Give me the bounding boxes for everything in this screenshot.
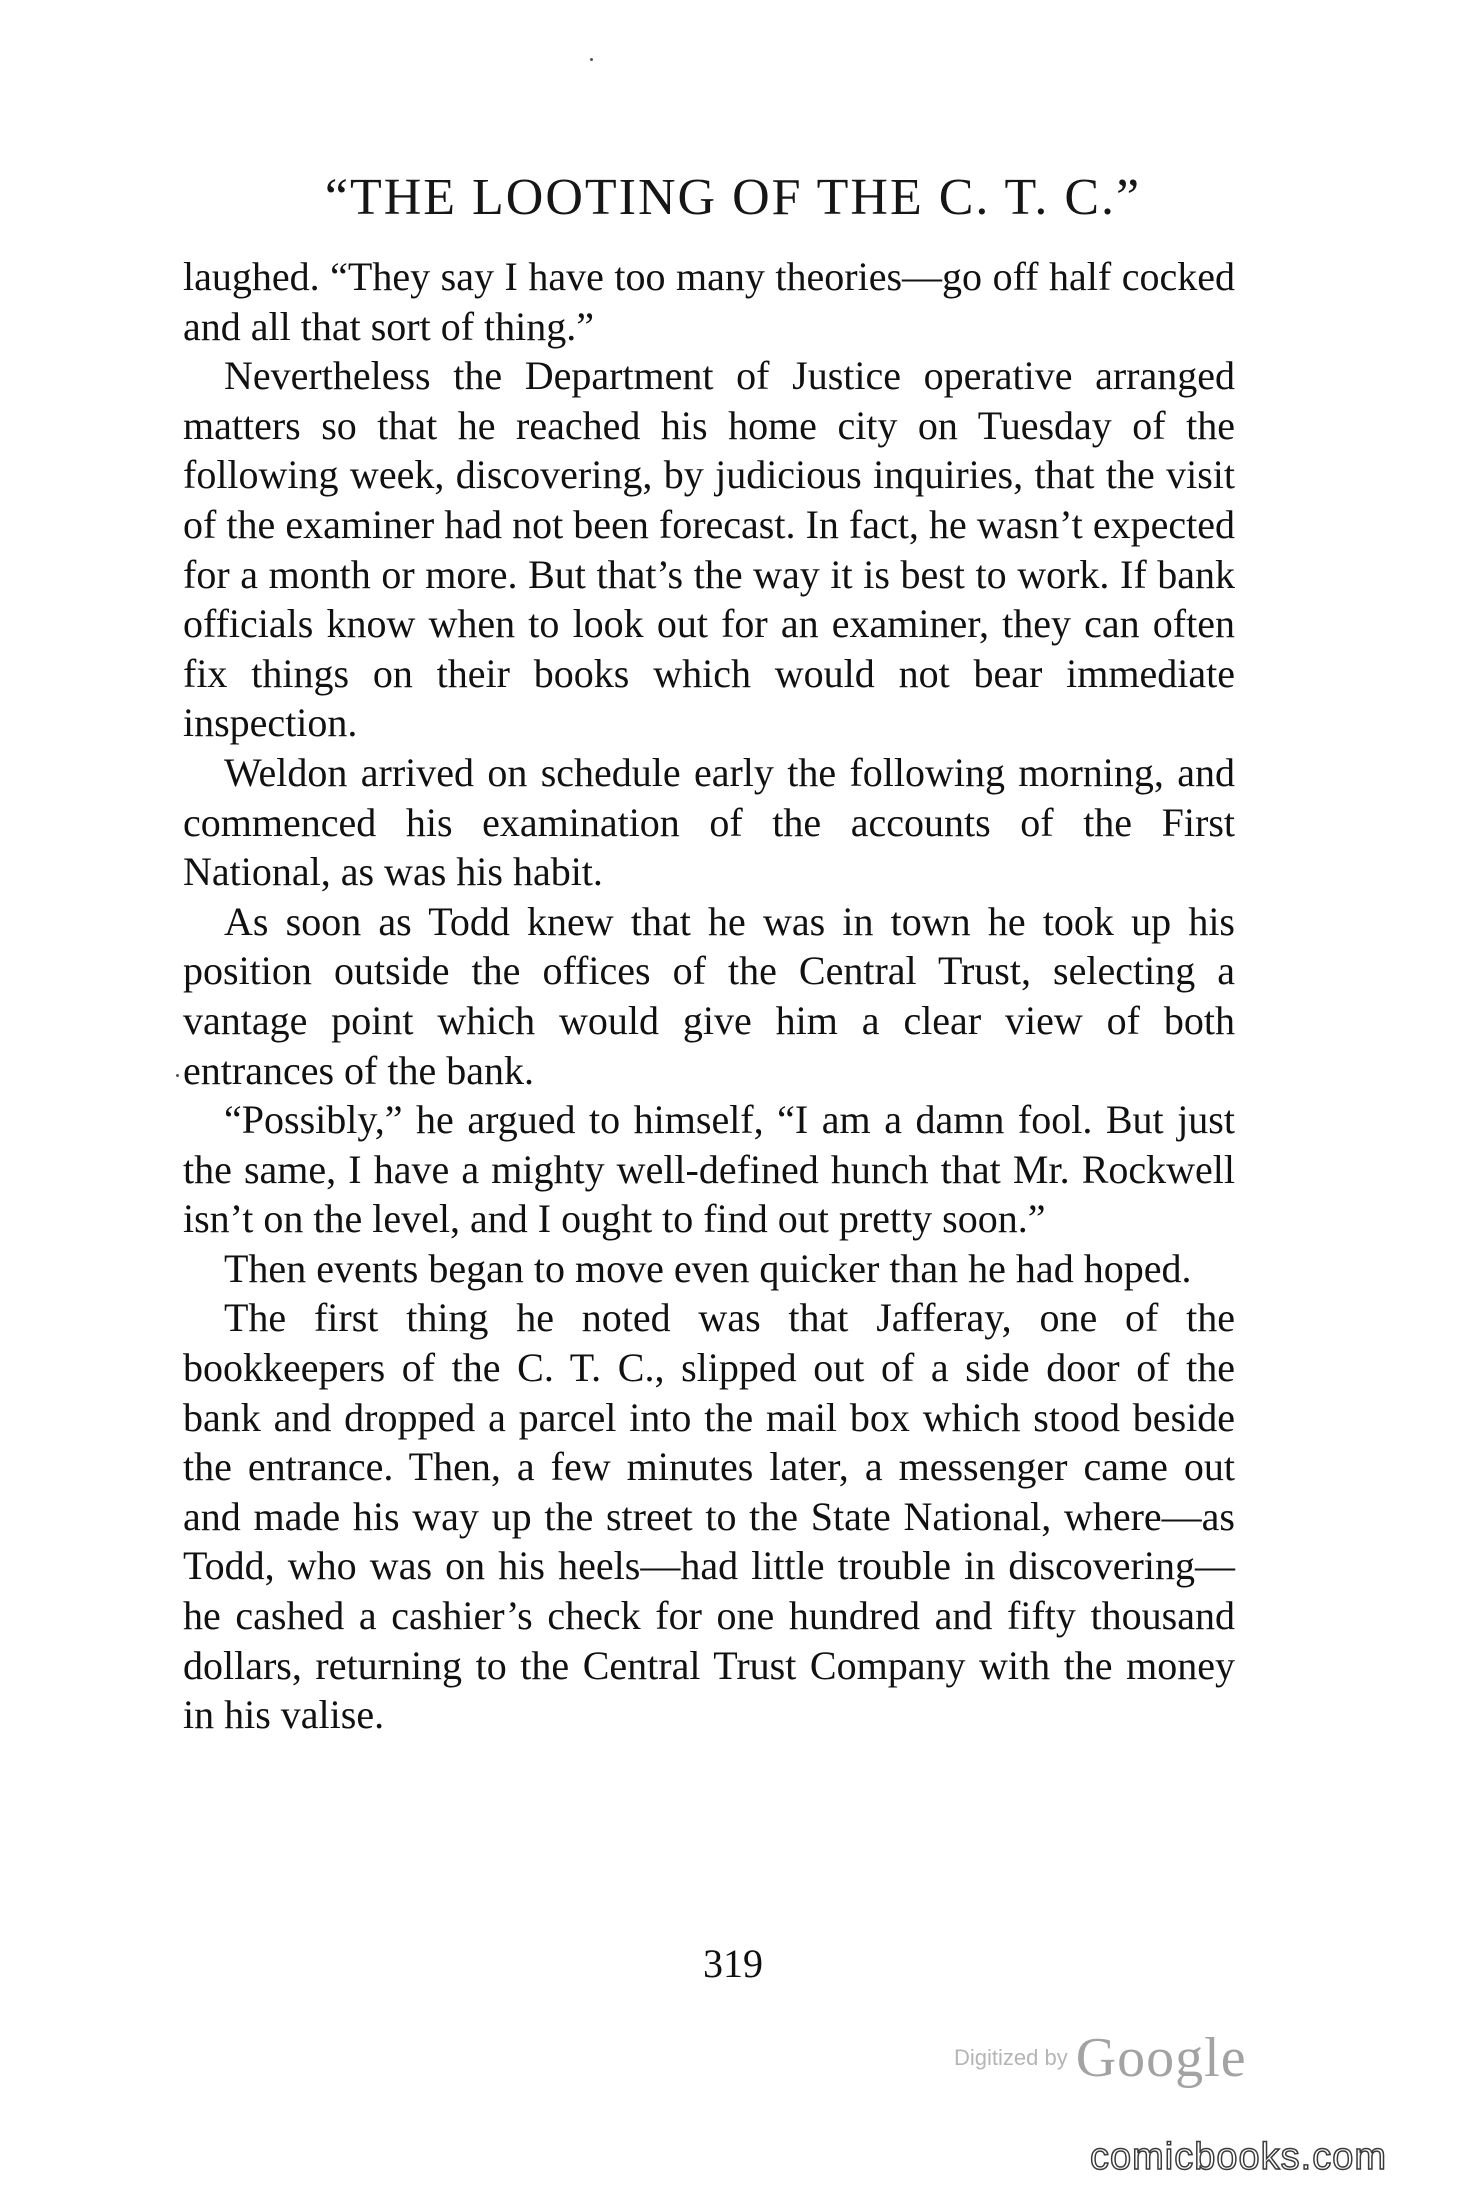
- paragraph: The first thing he noted was that Jafferay, one of the bookkeepers of the C. T. C., slipped out of a side door of the bank and dropped a parcel into the mail box which stood beside the entrance. Then, a few minutes later, a messenger came out and made his way up the street to the State National, where—as Todd, who was on his heels—had little trouble in discovering—he cashed a cashier’s check for one hundred and fifty thousand dollars, returning to the Central Trust Company with the money in his valise.: [183, 1295, 1235, 1738]
- paragraph: As soon as Todd knew that he was in town he took up his position outside the offices of the Central Trust, selecting a vantage point which would give him a clear view of both entrances of the bank.: [183, 898, 1235, 1093]
- digitized-by-google-logo: [954, 2018, 1294, 2098]
- paragraph: Then events began to move even quicker than he had hoped.: [224, 1245, 1192, 1291]
- paragraph: Weldon arrived on schedule early the following morning, and commenced his examination of the accounts of the First National, as was his habit.: [183, 749, 1235, 895]
- scan-speck: [590, 58, 593, 61]
- watermark: comicbooks.com: [1090, 2136, 1387, 2178]
- paragraph: laughed. “They say I have too many theories—go off half cocked and all that sort of thing.”: [183, 254, 1235, 349]
- body-text: [183, 252, 1235, 1740]
- paragraph: “Possibly,” he argued to himself, “I am a damn fool. But just the same, I have a mighty well-defined hunch that Mr. Rockwell isn’t on the level, and I ought to find out pretty soon.”: [183, 1097, 1235, 1242]
- paragraph: Nevertheless the Department of Justice operative arranged matters so that he reached his home city on Tuesday of the following week, discovering, by judicious inquiries, that the visit of the examiner had not been forecast. In fact, he wasn’t expected for a month or more. But that’s the way it is best to work. If bank officials know when to look out for an examiner, they can often fix things on their books which would not bear immediate inspection.: [183, 353, 1235, 746]
- digitized-by-label: Digitized by: [954, 2045, 1068, 2070]
- page-number: 319: [703, 1941, 763, 1986]
- google-logo: Google: [1075, 2027, 1247, 2089]
- running-title: “THE LOOTING OF THE C. T. C.”: [324, 169, 1142, 226]
- scan-speck: [176, 1074, 179, 1077]
